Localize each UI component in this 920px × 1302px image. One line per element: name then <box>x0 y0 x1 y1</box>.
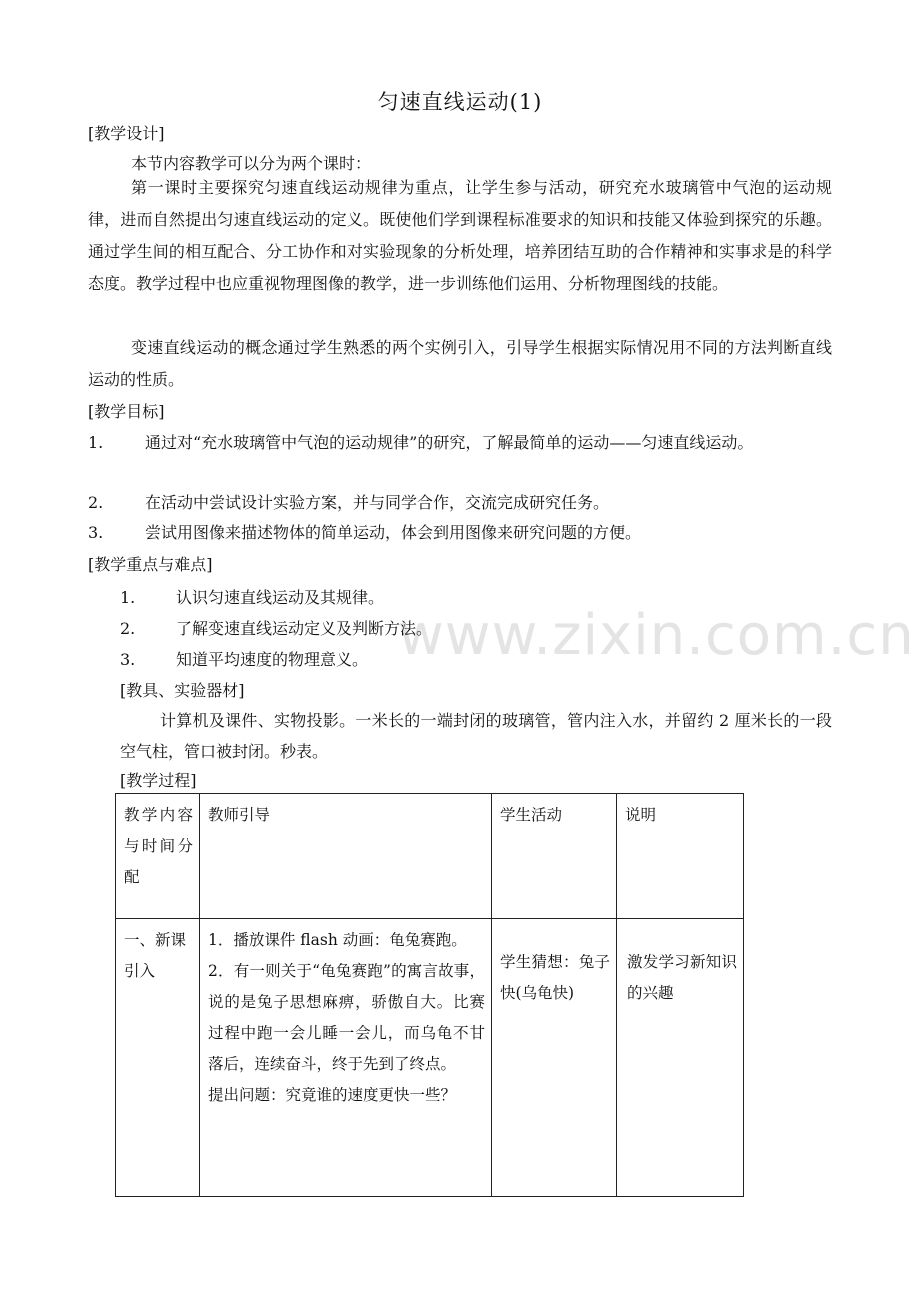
design-paragraph-2: 第一课时主要探究匀速直线运动规律为重点，让学生参与活动，研究充水玻璃管中气泡的运动规律，进而自然提出匀速直线运动的定义。既使他们学到课程标准要求的知识和技能又体验到探究的乐趣。通过学生间的相互配合、分工协作和对实验现象的分析处理，培养团结互助的合作精神和实事求是的科学态度。教学过程中也应重视物理图像的教学，进一步训练他们运用、分析物理图线的技能。 <box>88 178 832 293</box>
design-paragraph-1: 本节内容教学可以分为两个课时： <box>131 154 372 173</box>
row-notes: 激发学习新知识的兴趣 <box>617 919 744 1197</box>
page-title: 匀速直线运动(1) <box>377 90 543 114</box>
design-paragraph-3: 变速直线运动的概念通过学生熟悉的两个实例引入，引导学生根据实际情况用不同的方法判断直线运动的性质。 <box>88 338 832 389</box>
teacher-question: 提出问题：究竟谁的速度更快一些？ <box>208 1086 457 1104</box>
key-point-number: 3. <box>120 650 136 669</box>
header-notes: 说明 <box>617 794 744 919</box>
teacher-step-2: 2．有一则关于“龟兔赛跑”的寓言故事，说的是兔子思想麻痹，骄傲自大。比赛过程中跑一会儿睡一会儿，而乌龟不甘落后，连续奋斗，终于先到了终点。 <box>208 962 485 1073</box>
goal-item: 尝试用图像来描述物体的简单运动，体会到用图像来研究问题的方便。 <box>145 523 642 542</box>
goal-number: 1. <box>88 433 104 452</box>
goal-number: 2. <box>88 493 104 512</box>
goal-item: 通过对“充水玻璃管中气泡的运动规律”的研究，了解最简单的运动——匀速直线运动。 <box>145 433 754 452</box>
process-table <box>115 793 744 1197</box>
key-point-item: 认识匀速直线运动及其规律。 <box>176 588 385 607</box>
header-student-activity: 学生活动 <box>492 794 617 919</box>
teacher-step-1: 1．播放课件 flash 动画：龟兔赛跑。 <box>208 931 467 949</box>
key-points-heading: [教学重点与难点] <box>88 555 213 574</box>
row-teacher-guide <box>200 919 492 1197</box>
equipment-text: 计算机及课件、实物投影。一米长的一端封闭的玻璃管，管内注入水，并留约 2 厘米长的一段空气柱，管口被封闭。秒表。 <box>120 711 832 761</box>
process-heading: [教学过程] <box>120 771 197 790</box>
key-point-number: 2. <box>120 619 136 638</box>
design-heading: [教学设计] <box>88 124 165 143</box>
row-content-time: 一、新课引入 <box>116 919 200 1197</box>
key-point-item: 知道平均速度的物理意义。 <box>176 650 369 669</box>
goal-number: 3. <box>88 523 104 542</box>
table-header-row <box>116 794 744 919</box>
key-point-number: 1. <box>120 588 136 607</box>
equipment-heading: [教具、实验器材] <box>120 681 245 700</box>
watermark: www.zixin.com.cn <box>398 603 915 668</box>
key-point-item: 了解变速直线运动定义及判断方法。 <box>176 619 433 638</box>
header-content-time: 教学内容与时间分配 <box>116 794 200 919</box>
goal-item: 在活动中尝试设计实验方案，并与同学合作，交流完成研究任务。 <box>145 493 610 512</box>
table-row <box>116 919 744 1197</box>
row-student-activity: 学生猜想：兔子快(乌龟快) <box>492 919 617 1197</box>
goals-heading: [教学目标] <box>88 402 165 421</box>
header-teacher-guide: 教师引导 <box>200 794 492 919</box>
